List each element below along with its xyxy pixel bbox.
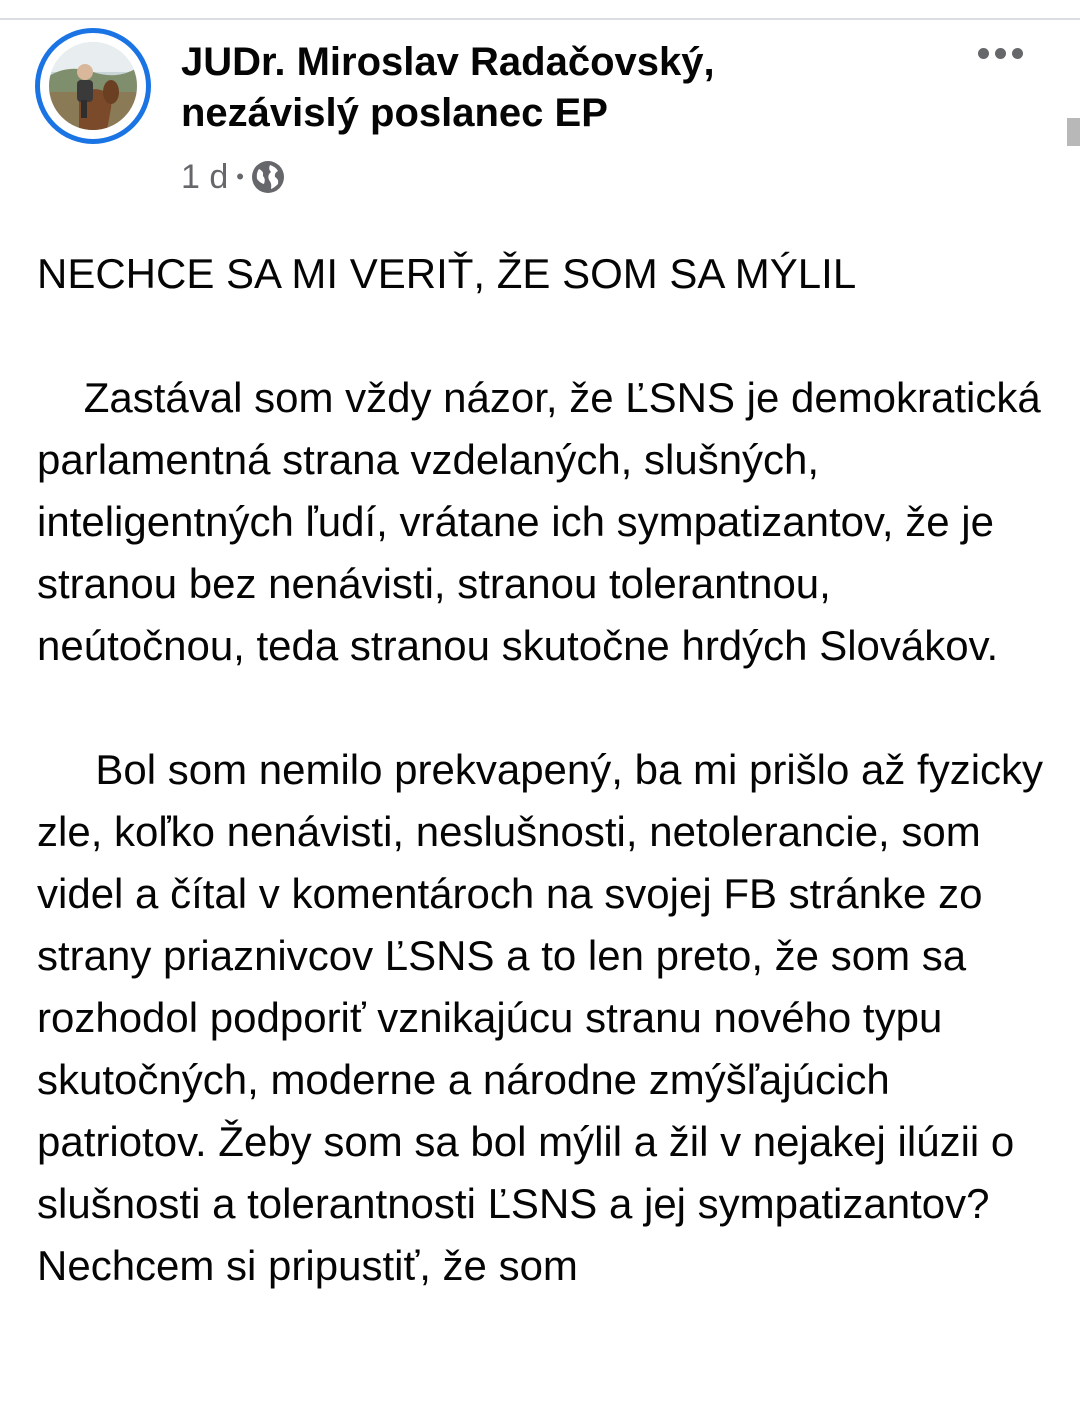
more-options-icon[interactable] [968, 36, 1032, 70]
post-title: NECHCE SA MI VERIŤ, ŽE SOM SA MÝLIL [37, 250, 857, 297]
profile-avatar[interactable] [35, 28, 151, 144]
post-body [37, 243, 1055, 1359]
globe-icon [250, 159, 286, 195]
post-paragraph: Bol som nemilo prekvapený, ba mi prišlo až fyzicky zle, koľko nenávisti, neslušnosti, netolerancie, som videl a čítal v komentároch na svojej FB stránke zo strany priaznivcov ĽSNS a to len preto, že som sa rozhodol podporiť vznikajúcu stranu nového typu skutočných, moderne a národne zmýšľajúcich patriotov. Žeby som sa bol mýlil a žil v nejakej ilúzii o slušnosti a tolerantnosti ĽSNS a jej sympatizantov? Nechcem si pripustiť, že som [37, 746, 1055, 1289]
more-dot [1012, 48, 1023, 59]
more-dot [995, 48, 1006, 59]
post-timestamp[interactable]: 1 d [181, 157, 229, 196]
author-name[interactable]: JUDr. Miroslav Radačovský, nezávislý poslanec EP [181, 40, 715, 135]
meta-separator: • [236, 164, 244, 189]
post-header [0, 0, 1080, 210]
avatar-photo [49, 42, 137, 130]
more-dot [978, 48, 989, 59]
post-meta [181, 154, 286, 200]
scrollbar-thumb[interactable] [1067, 118, 1080, 146]
post-paragraph: Zastával som vždy názor, že ĽSNS je demokratická parlamentná strana vzdelaných, slušných, inteligentných ľudí, vrátane ich sympatizantov, že je stranou bez nenávisti, stranou tolerantnou, neútočnou, teda stranou skutočne hrdých Slovákov. [37, 374, 1053, 669]
